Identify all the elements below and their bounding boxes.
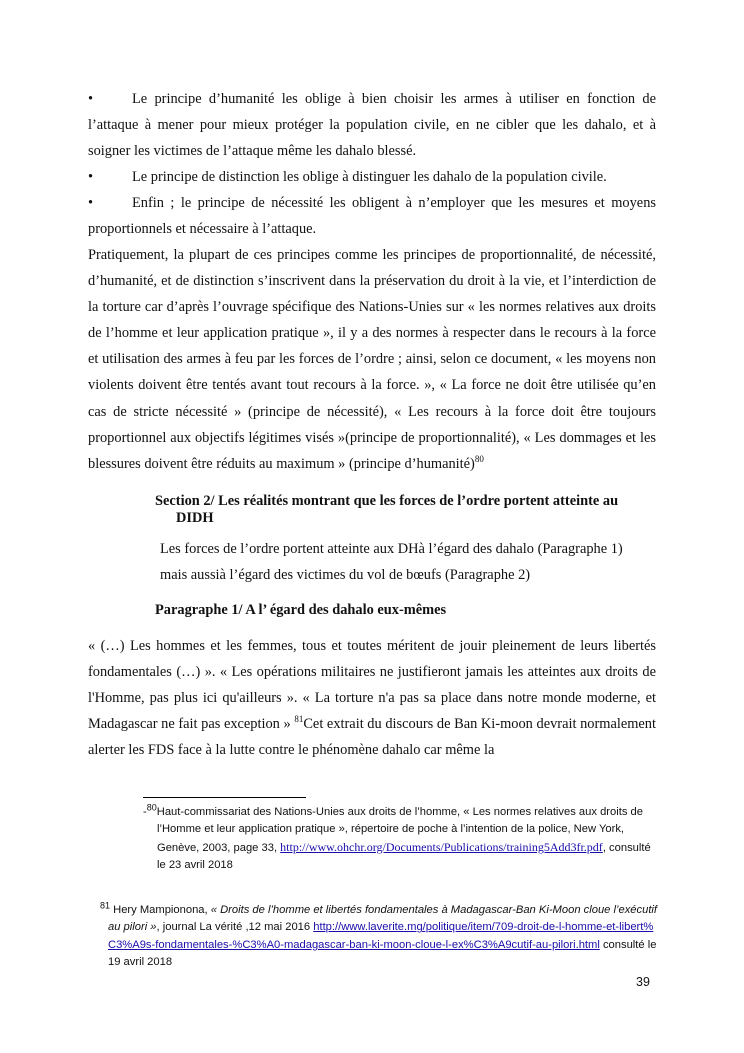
footnote-link[interactable]: http://www.laverite.mg/politique/item/709-droit-de-l-homme-et-libert%C3%A9s-fondamentales-%C3%A0-madagascar-ban-ki-moon-cloue-l-ex%C3%A9cutif-au-pilori.html — [108, 921, 654, 951]
footnote-ref-80[interactable]: 80 — [474, 453, 484, 464]
section-intro-line1: Les forces de l’ordre portent atteinte aux DHà l’égard des dahalo (Paragraphe 1) — [160, 541, 623, 557]
section-title-line2: DIDH — [176, 510, 214, 526]
footnote-author: Hery Mampionona, — [113, 904, 211, 916]
footnote-separator — [143, 797, 306, 798]
section-intro — [160, 536, 660, 588]
paragraph-text: Pratiquement, la plupart de ces principes comme les principes de proportionnalité, de nécessité, d’humanité, et de distinction s’inscrivent dans la préservation du droit à la vie, et l’interdiction de la torture car d’après l’ouvrage spécifique des Nations-Unies sur « les normes relatives aux droits de l’homme et leur application pratique », il y a des normes à respecter dans le recours à la force et utilisation des armes à feu par les forces de l’ordre ; ainsi, selon ce document, « les moyens non violents doivent être tentés avant tout recours à la force. », « La force ne doit être utilisée qu’en cas de stricte nécessité » (principe de nécessité), « Les recours à la force doit être toujours proportionnel aux objectifs légitimes visés »(principe de proportionnalité), « Les dommages et les blessures doivent être réduits au maximum » (principe d’humanité) — [88, 247, 656, 472]
footnote-suffix: , consulté le 23 avril 2018 — [157, 841, 651, 872]
bullet-symbol: • — [88, 91, 94, 107]
bullet-symbol: • — [88, 169, 94, 185]
section-heading — [155, 493, 655, 527]
footnote-title: « Droits de l’homme et libertés fondamentales à Madagascar-Ban Ki-Moon cloue l’exécutif au pilori » — [108, 904, 658, 934]
body-paragraph-ban-ki-moon — [88, 633, 656, 763]
footnote-80 — [143, 804, 659, 875]
bullet-text: Le principe de distinction les oblige à distinguer les dahalo de la population civile. — [132, 169, 607, 185]
footnote-number: 81 — [100, 900, 111, 911]
bullet-symbol: • — [88, 195, 94, 211]
footnote-number: 80 — [146, 802, 157, 813]
page-number: 39 — [636, 975, 650, 989]
bullet-distinction — [88, 164, 656, 190]
quote-text: « (…) Les hommes et les femmes, tous et toutes méritent de jouir pleinement de leurs libertés fondamentales (…) ». « Les opérations militaires ne justifieront jamais les atteintes aux droits de l'Homme, pas plus ici qu'ailleurs ». « La torture n'a pas sa place dans notre monde moderne, et Madagascar ne fait pas exception » — [88, 638, 656, 733]
footnote-81 — [100, 902, 660, 972]
bullet-text: Enfin ; le principe de nécessité les obligent à n’employer que les mesures et moyens proportionnels et nécessaire à l’attaque. — [88, 195, 656, 237]
footnote-suffix: consulté le 19 avril 2018 — [108, 938, 657, 969]
footnote-link[interactable]: http://www.ohchr.org/Documents/Publications/training5Add3fr.pdf — [280, 839, 603, 854]
section-intro-line2: mais aussià l’égard des victimes du vol de bœufs (Paragraphe 2) — [160, 567, 531, 583]
section-title-line1: Section 2/ Les réalités montrant que les forces de l’ordre portent atteinte au — [155, 493, 619, 509]
footnote-text: Haut-commissariat des Nations-Unies aux droits de l’homme, « Les normes relatives aux droits de l’Homme et leur application pratique », répertoire de poche à l’intention de la police, New York, Genève, 2003, page 33, — [156, 806, 643, 854]
footnote-text: , journal La vérité ,12 mai 2016 — [156, 921, 314, 934]
footnote-prefix: - — [143, 806, 147, 818]
paragraph-continuation: Cet extrait du discours de Ban Ki-moon devrait normalement alerter les FDS face à la lutte contre le phénomène dahalo car même la — [88, 716, 656, 759]
body-paragraph-principles — [88, 242, 656, 477]
bullet-necessity — [88, 190, 656, 242]
footnote-ref-81[interactable]: 81 — [294, 714, 304, 725]
bullet-text: Le principe d’humanité les oblige à bien choisir les armes à utiliser en fonction de l’attaque à mener pour mieux protéger la population civile, en ne cibler que les dahalo, et à soigner les victimes de l’attaque même les dahalo blessé. — [88, 91, 656, 159]
bullet-humanity — [88, 86, 656, 164]
paragraph-heading: Paragraphe 1/ A l’ égard des dahalo eux-mêmes — [155, 602, 447, 618]
